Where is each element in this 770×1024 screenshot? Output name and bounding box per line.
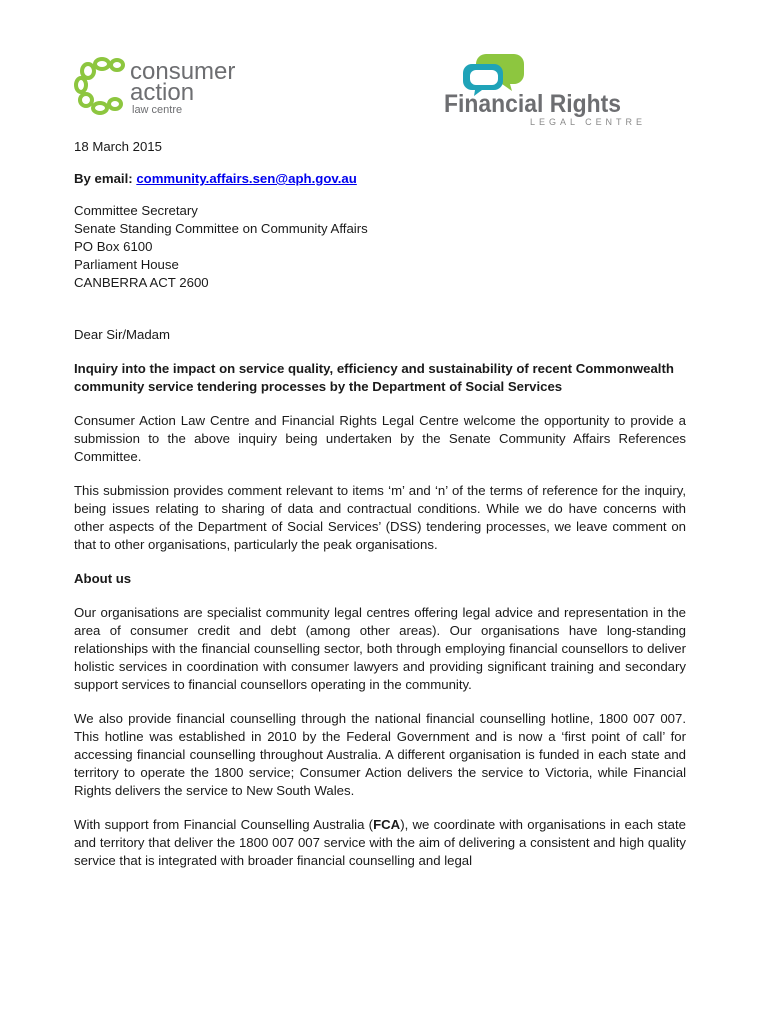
- logo-text-action: action: [130, 79, 195, 106]
- paragraph-fca-end: ), we coordinate with organisations in each state and territory that deliver the 1800 007 007 service with the aim of delivering a consistent and high quality service that is integrated with broader financial counselling and legal: [74, 817, 686, 868]
- recipient-address: [74, 202, 686, 292]
- subject-line: Inquiry into the impact on service quality, efficiency and sustainability of recent Commonwealth community service tendering processes by the Department of Social Services: [74, 361, 674, 394]
- address-line: PO Box 6100: [74, 239, 153, 254]
- salutation: Dear Sir/Madam: [74, 327, 171, 342]
- paragraph-fca-start: With support from Financial Counselling Australia (: [74, 817, 374, 832]
- logo-text-law-centre: law centre: [132, 104, 183, 116]
- consumer-action-logo: [72, 52, 282, 122]
- logo-text-legal-centre: LEGAL CENTRE: [530, 117, 642, 127]
- email-line: [74, 170, 686, 188]
- paragraph-fca-bold: FCA: [373, 817, 401, 832]
- paragraph-fca: [74, 816, 686, 870]
- letter-body: [74, 138, 686, 886]
- address-line: Committee Secretary: [74, 203, 198, 218]
- logo-text-consumer: consumer: [130, 58, 236, 85]
- paragraph-organisations: Our organisations are specialist community legal centres offering legal advice and representation in the area of consumer credit and debt (among other areas). Our organisations have long-standing relationships with the financial counselling sector, both through employing financial counsellors to deliver holistic services in coordination with consumer lawyers and providing significant training and secondary support services to financial counsellors operating in the community.: [74, 605, 686, 692]
- paragraph-intro: Consumer Action Law Centre and Financial Rights Legal Centre welcome the opportunity to provide a submission to the above inquiry being undertaken by the Senate Community Affairs References Committee.: [74, 413, 686, 464]
- address-line: CANBERRA ACT 2600: [74, 275, 209, 290]
- address-line: Senate Standing Committee on Community Affairs: [74, 221, 368, 236]
- chain-link-icon: [76, 59, 123, 113]
- paragraph-scope: This submission provides comment relevant to items ‘m’ and ‘n’ of the terms of reference for the inquiry, being issues relating to sharing of data and contractual conditions. While we do have concerns with other aspects of the Department of Social Services’ (DSS) tendering processes, we leave comment on that to other organisations, particularly the peak organisations.: [74, 483, 686, 552]
- paragraph-hotline: We also provide financial counselling through the national financial counselling hotline, 1800 007 007. This hotline was established in 2010 by the Federal Government and is now a ‘first point of call’ for accessing financial counselling throughout Australia. A different organisation is funded in each state and territory to operate the 1800 service; Consumer Action delivers the service to Victoria, while Financial Rights delivers the service to New South Wales.: [74, 711, 686, 798]
- email-label: By email:: [74, 171, 137, 186]
- letter-date: 18 March 2015: [74, 139, 162, 154]
- logo-text-financial-rights: Financial Rights: [444, 90, 621, 118]
- email-link[interactable]: community.affairs.sen@aph.gov.au: [136, 171, 357, 186]
- section-heading-about-us: About us: [74, 571, 132, 586]
- financial-rights-logo: [442, 50, 652, 130]
- address-line: Parliament House: [74, 257, 179, 272]
